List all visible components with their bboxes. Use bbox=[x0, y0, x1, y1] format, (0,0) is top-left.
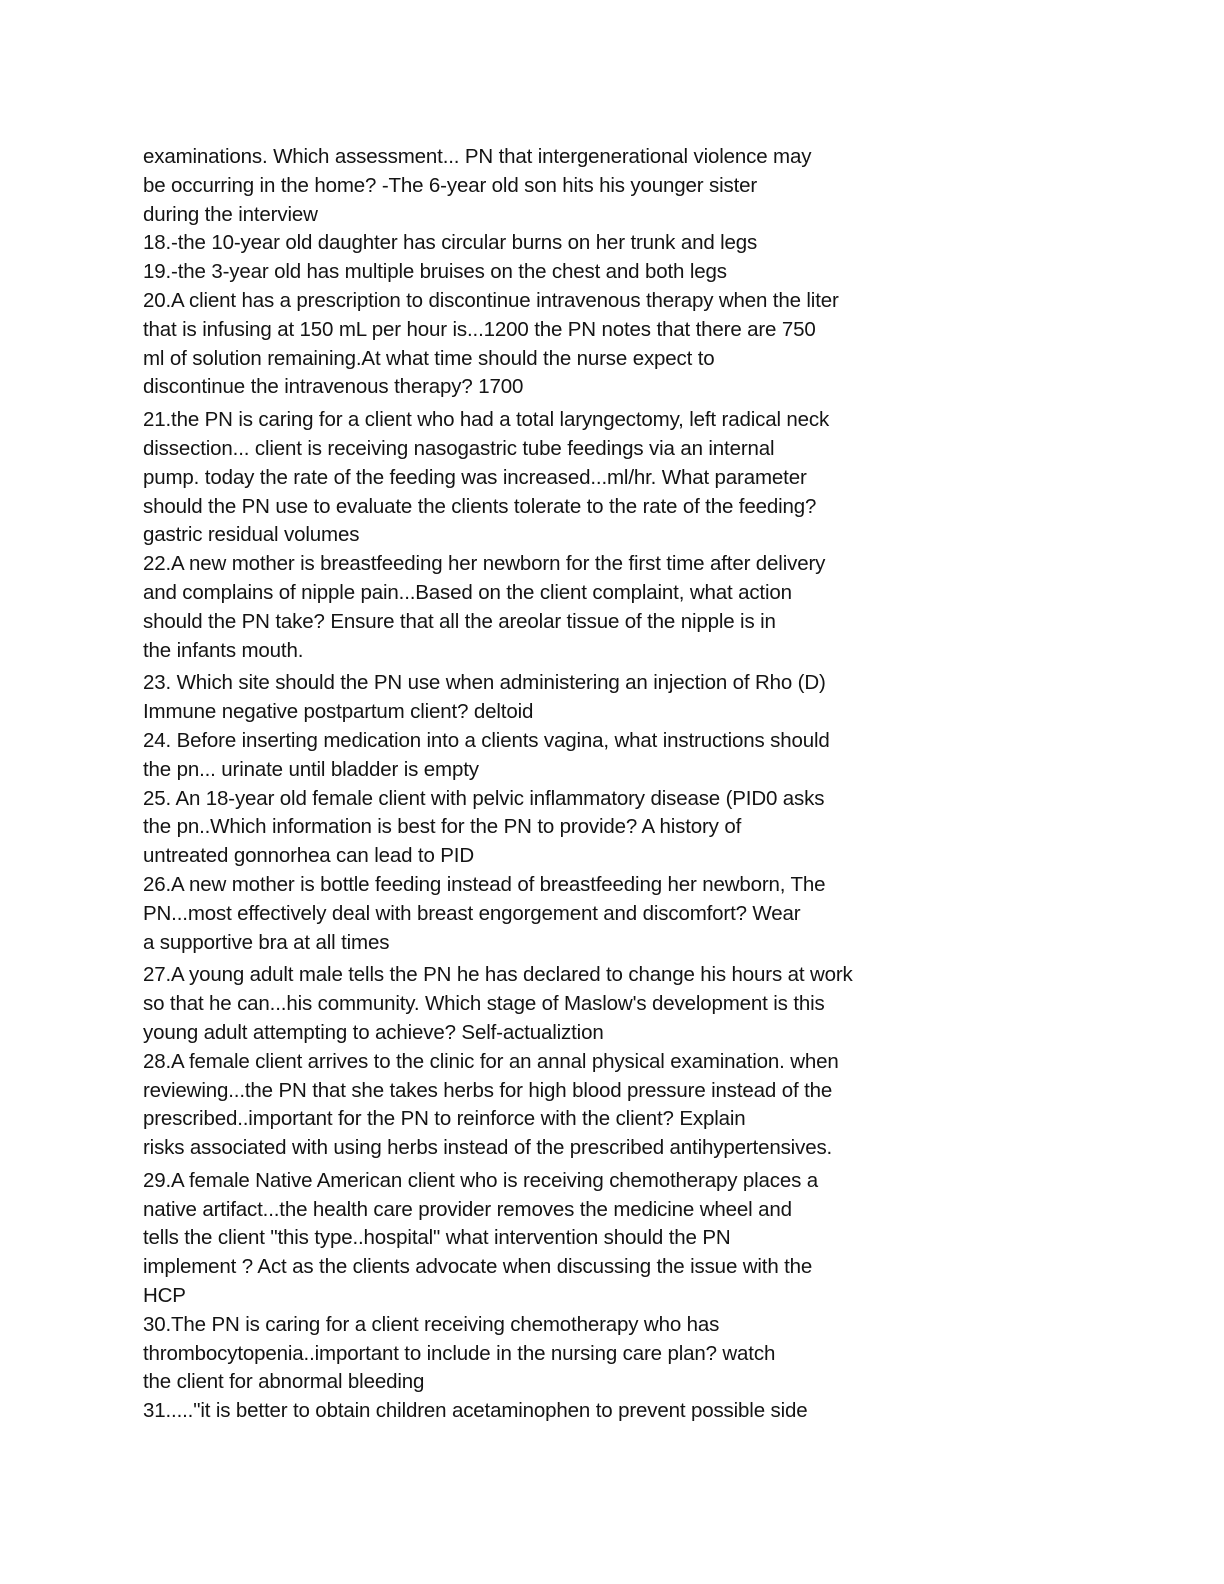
text-line: and complains of nipple pain...Based on the client complaint, what action bbox=[143, 580, 792, 604]
text-line: thrombocytopenia..important to include in the nursing care plan? watch bbox=[143, 1341, 776, 1365]
text-line: 25. An 18-year old female client with pelvic inflammatory disease (PID0 asks bbox=[143, 786, 825, 810]
text-line: native artifact...the health care provider removes the medicine wheel and bbox=[143, 1197, 792, 1221]
text-line: 29.A female Native American client who is receiving chemotherapy places a bbox=[143, 1168, 819, 1192]
paragraph-18 bbox=[143, 229, 1143, 258]
text-line: the client for abnormal bleeding bbox=[143, 1370, 425, 1394]
document-body bbox=[143, 143, 1143, 1426]
text-line: young adult attempting to achieve? Self-actualiztion bbox=[143, 1020, 604, 1044]
text-line: examinations. Which assessment... PN that intergenerational violence may bbox=[143, 145, 812, 168]
paragraph-30 bbox=[143, 1311, 1143, 1397]
text-line: be occurring in the home? -The 6-year old son hits his younger sister bbox=[143, 173, 758, 197]
text-line: prescribed..important for the PN to reinforce with the client? Explain bbox=[143, 1107, 746, 1131]
text-line: should the PN use to evaluate the clients tolerate to the rate of the feeding? bbox=[143, 494, 817, 518]
paragraph-24 bbox=[143, 727, 1143, 785]
text-line: dissection... client is receiving nasogastric tube feedings via an internal bbox=[143, 436, 775, 460]
text-line: 18.-the 10-year old daughter has circular burns on her trunk and legs bbox=[143, 231, 758, 255]
text-line: ml of solution remaining.At what time should the nurse expect to bbox=[143, 346, 715, 370]
text-line: pump. today the rate of the feeding was increased...ml/hr. What parameter bbox=[143, 465, 807, 489]
text-line: untreated gonnorhea can lead to PID bbox=[143, 844, 474, 868]
text-line: 20.A client has a prescription to discontinue intravenous therapy when the liter bbox=[143, 288, 839, 312]
paragraph-17-continued bbox=[143, 143, 1143, 229]
paragraph-26 bbox=[143, 871, 1143, 957]
text-line: 23. Which site should the PN use when administering an injection of Rho (D) bbox=[143, 671, 826, 695]
text-line: 22.A new mother is breastfeeding her newborn for the first time after delivery bbox=[143, 552, 826, 576]
paragraph-31 bbox=[143, 1397, 1143, 1426]
text-line: discontinue the intravenous therapy? 1700 bbox=[143, 375, 524, 399]
text-line: the infants mouth. bbox=[143, 638, 304, 662]
paragraph-20 bbox=[143, 287, 1143, 402]
text-line: Immune negative postpartum client? deltoid bbox=[143, 700, 534, 724]
text-line: reviewing...the PN that she takes herbs for high blood pressure instead of the bbox=[143, 1078, 833, 1102]
text-line: 26.A new mother is bottle feeding instead of breastfeeding her newborn, The bbox=[143, 872, 826, 896]
paragraph-22 bbox=[143, 550, 1143, 665]
text-line: 27.A young adult male tells the PN he has declared to change his hours at work bbox=[143, 963, 853, 987]
text-line: that is infusing at 150 mL per hour is...1200 the PN notes that there are 750 bbox=[143, 317, 816, 341]
text-line: 31....."it is better to obtain children acetaminophen to prevent possible side bbox=[143, 1399, 808, 1423]
text-line: 21.the PN is caring for a client who had a total laryngectomy, left radical neck bbox=[143, 408, 830, 432]
text-line: 28.A female client arrives to the clinic for an annal physical examination. when bbox=[143, 1049, 839, 1073]
text-line: implement ? Act as the clients advocate when discussing the issue with the bbox=[143, 1255, 813, 1279]
text-line: the pn... urinate until bladder is empty bbox=[143, 757, 479, 781]
paragraph-23 bbox=[143, 669, 1143, 727]
text-line: a supportive bra at all times bbox=[143, 930, 390, 954]
text-line: during the interview bbox=[143, 202, 318, 226]
text-line: 30.The PN is caring for a client receiving chemotherapy who has bbox=[143, 1312, 720, 1336]
paragraph-19 bbox=[143, 258, 1143, 287]
text-line: should the PN take? Ensure that all the areolar tissue of the nipple is in bbox=[143, 609, 776, 633]
text-line: the pn..Which information is best for the PN to provide? A history of bbox=[143, 815, 742, 839]
text-line: 24. Before inserting medication into a clients vagina, what instructions should bbox=[143, 728, 830, 752]
text-line: HCP bbox=[143, 1284, 186, 1308]
text-line: gastric residual volumes bbox=[143, 523, 360, 547]
text-line: 19.-the 3-year old has multiple bruises on the chest and both legs bbox=[143, 260, 727, 284]
paragraph-28 bbox=[143, 1048, 1143, 1163]
paragraph-21 bbox=[143, 406, 1143, 550]
paragraph-25 bbox=[143, 785, 1143, 871]
text-line: so that he can...his community. Which stage of Maslow's development is this bbox=[143, 992, 825, 1016]
paragraph-27 bbox=[143, 961, 1143, 1047]
paragraph-29 bbox=[143, 1167, 1143, 1311]
text-line: tells the client "this type..hospital" what intervention should the PN bbox=[143, 1226, 731, 1250]
text-line: PN...most effectively deal with breast engorgement and discomfort? Wear bbox=[143, 901, 801, 925]
text-line: risks associated with using herbs instead of the prescribed antihypertensives. bbox=[143, 1136, 833, 1160]
